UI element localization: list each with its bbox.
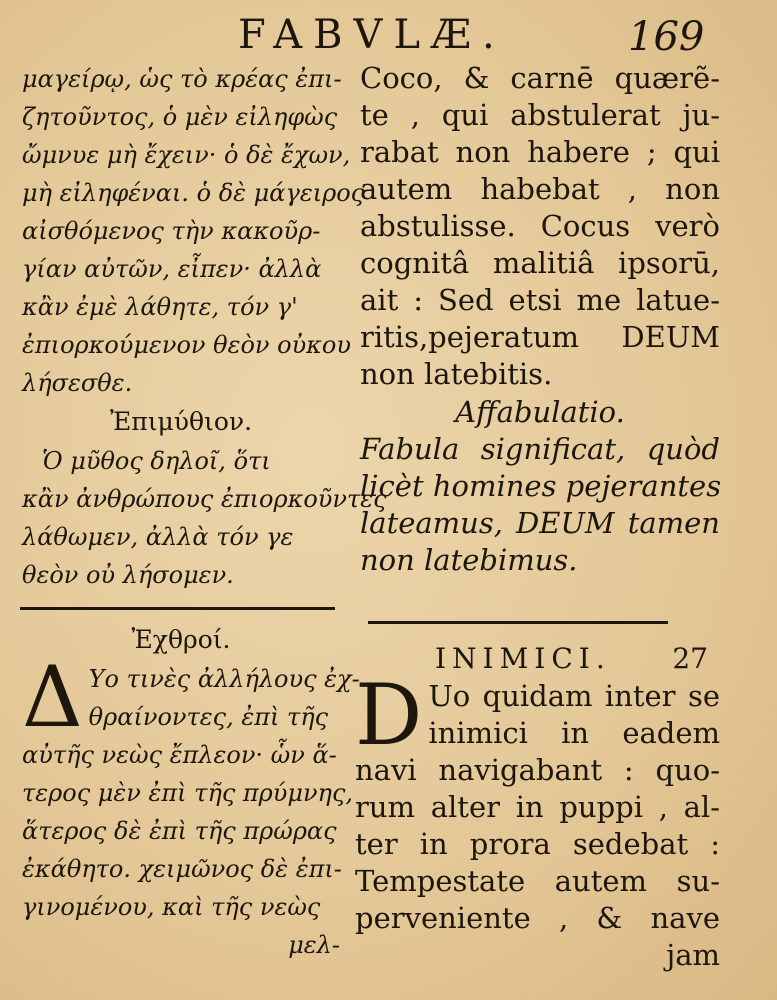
greek-moral-line: κἂν ἀνθρώπους ἐπιορκοῦντες: [22, 485, 387, 513]
latin-text-line: te , qui abstulerat ju-: [360, 98, 720, 132]
latin-text-line: ait : Sed etsi me latue-: [360, 283, 720, 317]
latin-fable-enemies: [355, 640, 720, 974]
greek-text-line: ὤμνυε μὴ ἔχειν· ὁ δὲ ἔχων,: [22, 141, 351, 169]
greek-text-line: Υο τινὲς ἀλλήλους ἐχ-: [88, 665, 360, 693]
section-divider: [20, 607, 335, 610]
greek-opening: [22, 648, 360, 746]
latin-text-line: non latebitis.: [360, 357, 553, 391]
latin-text-line: inimici in eadem: [428, 716, 720, 750]
greek-moral-line: Ὁ μῦθος δηλοῖ, ὅτι: [42, 447, 271, 475]
greek-fable-title: Ἐχθροί.: [131, 625, 231, 654]
latin-opening: [355, 666, 720, 764]
greek-text-line: ἅτερος δὲ ἐπὶ τῆς πρώρας: [22, 817, 337, 845]
greek-text-line: μὴ εἰληφέναι. ὁ δὲ μάγειρος: [22, 179, 365, 207]
greek-text-line: αἰσθόμενος τὴν κακοῦρ-: [22, 217, 321, 245]
greek-text-line: λήσεσθε.: [22, 369, 133, 397]
latin-fable-title: INIMICI.: [435, 642, 611, 675]
page-number: 169: [628, 14, 705, 60]
greek-text-line: αὐτῆς νεὼς ἔπλεον· ὧν ἅ-: [22, 741, 337, 769]
drop-cap: Δ: [22, 648, 83, 746]
section-divider: [368, 621, 668, 624]
fable-number: 27: [672, 642, 708, 675]
latin-fable-column: [360, 60, 720, 579]
latin-text-line: navi navigabant : quo-: [355, 753, 720, 787]
latin-text-line: Coco, & carnē quærẽ-: [360, 61, 720, 95]
greek-fable-enemies: [22, 620, 360, 964]
greek-text-line: κἂν ἐμὲ λάθητε, τόν γ': [22, 293, 298, 321]
greek-moral-line: λάθωμεν, ἀλλὰ τόν γε: [22, 523, 294, 551]
greek-text-line: γίαν αὐτῶν, εἶπεν· ἀλλὰ: [22, 255, 322, 283]
drop-cap: D: [355, 666, 423, 764]
latin-moral-heading: Affabulatio.: [455, 395, 625, 429]
latin-moral-line: Fabula significat, quòd: [360, 432, 720, 466]
greek-text-line: θραίνοντες, ἐπὶ τῆς: [88, 703, 329, 731]
latin-moral-line: licèt homines pejerantes: [360, 469, 722, 503]
latin-text-line: perveniente , & nave: [355, 901, 720, 935]
latin-text-line: rabat non habere ; qui: [360, 135, 720, 169]
greek-moral-line: θεὸν οὐ λήσομεν.: [22, 561, 234, 589]
latin-text-line: rum alter in puppi , al-: [355, 790, 720, 824]
latin-text-line: autem habebat , non: [360, 172, 720, 206]
greek-text-line: τερος μὲν ἐπὶ τῆς πρύμνης,: [22, 779, 354, 807]
latin-moral-line: lateamus, DEUM tamen: [360, 506, 720, 540]
latin-text-line: ter in prora sedebat :: [355, 827, 720, 861]
greek-fable-column: [22, 60, 387, 594]
catchword: jam: [666, 938, 720, 972]
latin-moral-line: non latebimus.: [360, 543, 578, 577]
catchword: μελ-: [288, 931, 340, 959]
greek-text-line: ἐπιορκούμενον θεὸν οὐκου: [22, 331, 351, 359]
latin-text-line: Tempestate autem su-: [355, 864, 720, 898]
latin-text-line: ritis,pejeratum DEUM: [360, 320, 720, 354]
latin-text-line: abstulisse. Cocus verò: [360, 209, 720, 243]
running-head: FABVLÆ.: [238, 12, 506, 58]
greek-text-line: μαγείρῳ, ὡς τὸ κρέας ἐπι-: [22, 65, 342, 93]
greek-text-line: ζητοῦντος, ὁ μὲν εἰληφὼς: [22, 103, 338, 131]
greek-moral-heading: Ἐπιμύθιον.: [109, 407, 253, 436]
greek-text-line: γινομένου, καὶ τῆς νεὼς: [22, 893, 321, 921]
greek-text-line: ἐκάθητο. χειμῶνος δὲ ἐπι-: [22, 855, 342, 883]
latin-text-line: cognitâ malitiâ ipsorū,: [360, 246, 720, 280]
latin-text-line: Uo quidam inter se: [428, 679, 720, 713]
